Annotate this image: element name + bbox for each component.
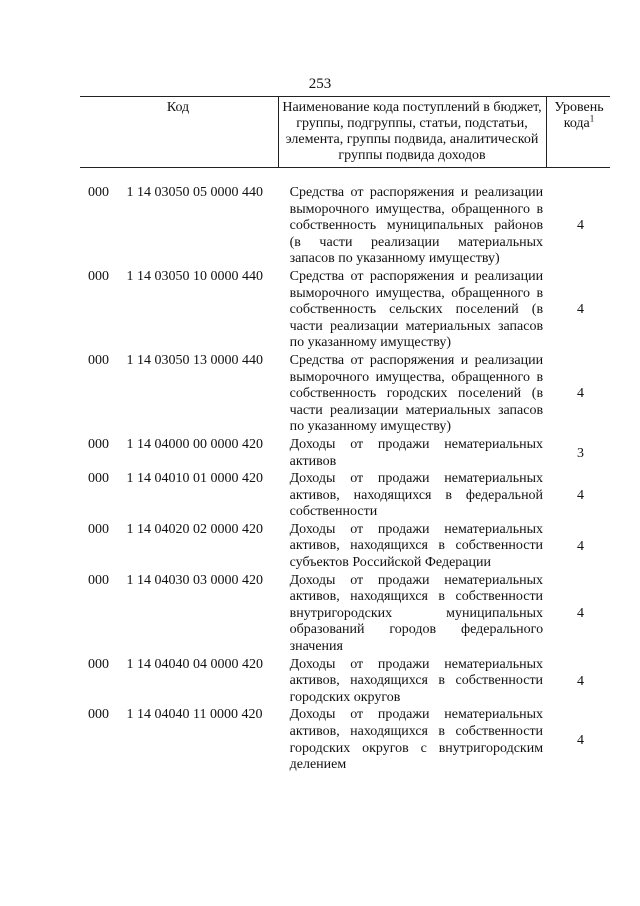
- code-prefix: 000: [88, 707, 109, 723]
- code-name: Средства от распоряжения и реализации выморочного имущества, обращенного в собственность муниципальных районов (в части реализации материальных запасов по указанному имуществу): [289, 185, 544, 267]
- code-level: 4: [577, 218, 585, 234]
- header-level: [548, 100, 610, 132]
- table-row: [80, 185, 610, 268]
- header-name: Наименование кода поступлений в бюджет, группы, подгруппы, статьи, подстатьи, элемента, группы подвида, аналитической группы подвида доходов: [282, 100, 542, 163]
- code-prefix: 000: [88, 471, 109, 487]
- code-name: Доходы от продажи нематериальных активов, находящихся в собственности городских округов: [289, 656, 544, 705]
- table-body: [80, 185, 610, 775]
- header-code: Код: [166, 100, 190, 115]
- footnote-marker: 1: [589, 113, 595, 124]
- budget-code: 1 14 04010 01 0000 420: [126, 471, 263, 487]
- budget-code: 1 14 04040 11 0000 420: [126, 707, 263, 723]
- budget-code: 1 14 03050 13 0000 440: [126, 352, 263, 368]
- table-row: [80, 437, 610, 470]
- code-prefix: 000: [88, 436, 109, 452]
- budget-code: 1 14 03050 10 0000 440: [126, 268, 263, 284]
- code-name: Доходы от продажи нематериальных активов, находящихся в собственности внутригородских муниципальных образований городов федерального значения: [289, 572, 544, 655]
- header-divider: [546, 97, 547, 167]
- table-row: [80, 269, 610, 352]
- code-prefix: 000: [88, 268, 109, 284]
- table-row: [80, 707, 610, 773]
- budget-code: 1 14 04030 03 0000 420: [126, 572, 263, 588]
- code-prefix: 000: [88, 572, 109, 588]
- code-level: 4: [577, 487, 585, 503]
- table-row: [80, 573, 610, 656]
- code-prefix: 000: [88, 656, 109, 672]
- code-name: Доходы от продажи нематериальных активов, находящихся в федеральной собственности: [289, 471, 544, 520]
- code-level: 4: [577, 538, 585, 554]
- code-prefix: 000: [88, 185, 109, 200]
- code-prefix: 000: [88, 352, 109, 368]
- table-row: [80, 522, 610, 572]
- code-name: Доходы от продажи нематериальных активов: [289, 436, 544, 469]
- code-name: Средства от распоряжения и реализации выморочного имущества, обращенного в собственность сельских поселений (в части реализации материальных запасов по указанному имуществу): [289, 268, 544, 351]
- page-number: 253: [308, 76, 332, 92]
- table-row: [80, 353, 610, 436]
- code-level: 3: [577, 445, 585, 461]
- budget-code: 1 14 04020 02 0000 420: [126, 521, 263, 537]
- code-prefix: 000: [88, 521, 109, 537]
- code-level: 4: [577, 732, 585, 748]
- code-level: 4: [577, 386, 585, 402]
- budget-code: 1 14 04040 04 0000 420: [126, 656, 263, 672]
- header-level-label: Уровень кода: [554, 100, 604, 131]
- code-level: 4: [577, 606, 585, 622]
- code-level: 4: [577, 673, 585, 689]
- code-name: Доходы от продажи нематериальных активов, находящихся в собственности городских округов с внутригородским делением: [289, 707, 544, 773]
- table-header: [80, 96, 610, 168]
- code-level: 4: [577, 302, 585, 318]
- budget-code: 1 14 04000 00 0000 420: [126, 436, 263, 452]
- code-name: Средства от распоряжения и реализации выморочного имущества, обращенного в собственность городских поселений (в части реализации материальных запасов по указанному имуществу): [289, 352, 544, 435]
- budget-code: 1 14 03050 05 0000 440: [126, 185, 263, 200]
- code-name: Доходы от продажи нематериальных активов, находящихся в собственности субъектов Российской Федерации: [289, 521, 544, 571]
- table-row: [80, 657, 610, 707]
- table-row: [80, 471, 610, 521]
